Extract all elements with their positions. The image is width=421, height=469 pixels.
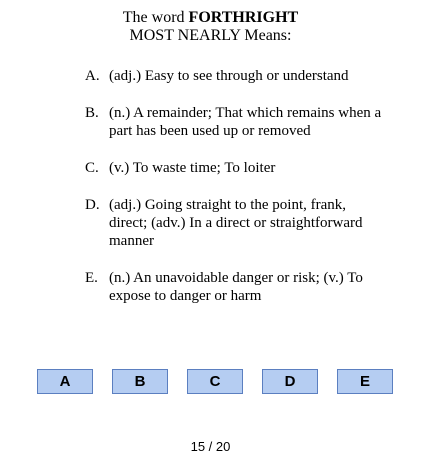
option-letter: E.	[85, 270, 98, 286]
question-prompt	[0, 9, 421, 45]
option-letter: B.	[85, 105, 99, 121]
option-a	[85, 67, 385, 85]
option-letter: C.	[85, 160, 99, 176]
option-text: (n.) A remainder; That which remains when a part has been used up or removed	[109, 105, 382, 139]
option-e	[85, 269, 385, 305]
answer-button-d[interactable]: D	[262, 369, 318, 394]
page-counter: 15 / 20	[190, 439, 231, 454]
option-letter: D.	[85, 197, 100, 213]
option-b	[85, 104, 385, 140]
option-text: (v.) To waste time; To loiter	[109, 160, 276, 176]
answer-options-list	[85, 67, 385, 324]
answer-button-b[interactable]: B	[112, 369, 168, 394]
question-prefix: The word	[122, 9, 185, 26]
option-letter: A.	[85, 68, 100, 84]
answer-button-c[interactable]: C	[187, 369, 243, 394]
option-text: (adj.) Going straight to the point, frank, direct; (adv.) In a direct or straightforward manner	[109, 197, 363, 249]
answer-button-a[interactable]: A	[37, 369, 93, 394]
question-line-1	[0, 9, 421, 27]
answer-button-e[interactable]: E	[337, 369, 393, 394]
option-d	[85, 196, 385, 250]
question-line-2: MOST NEARLY Means:	[129, 27, 292, 44]
option-text: (n.) An unavoidable danger or risk; (v.) To expose to danger or harm	[109, 270, 363, 304]
option-text: (adj.) Easy to see through or understand	[109, 68, 349, 84]
option-c	[85, 159, 385, 177]
question-word: FORTHRIGHT	[188, 9, 299, 26]
answer-buttons-row	[37, 369, 397, 395]
